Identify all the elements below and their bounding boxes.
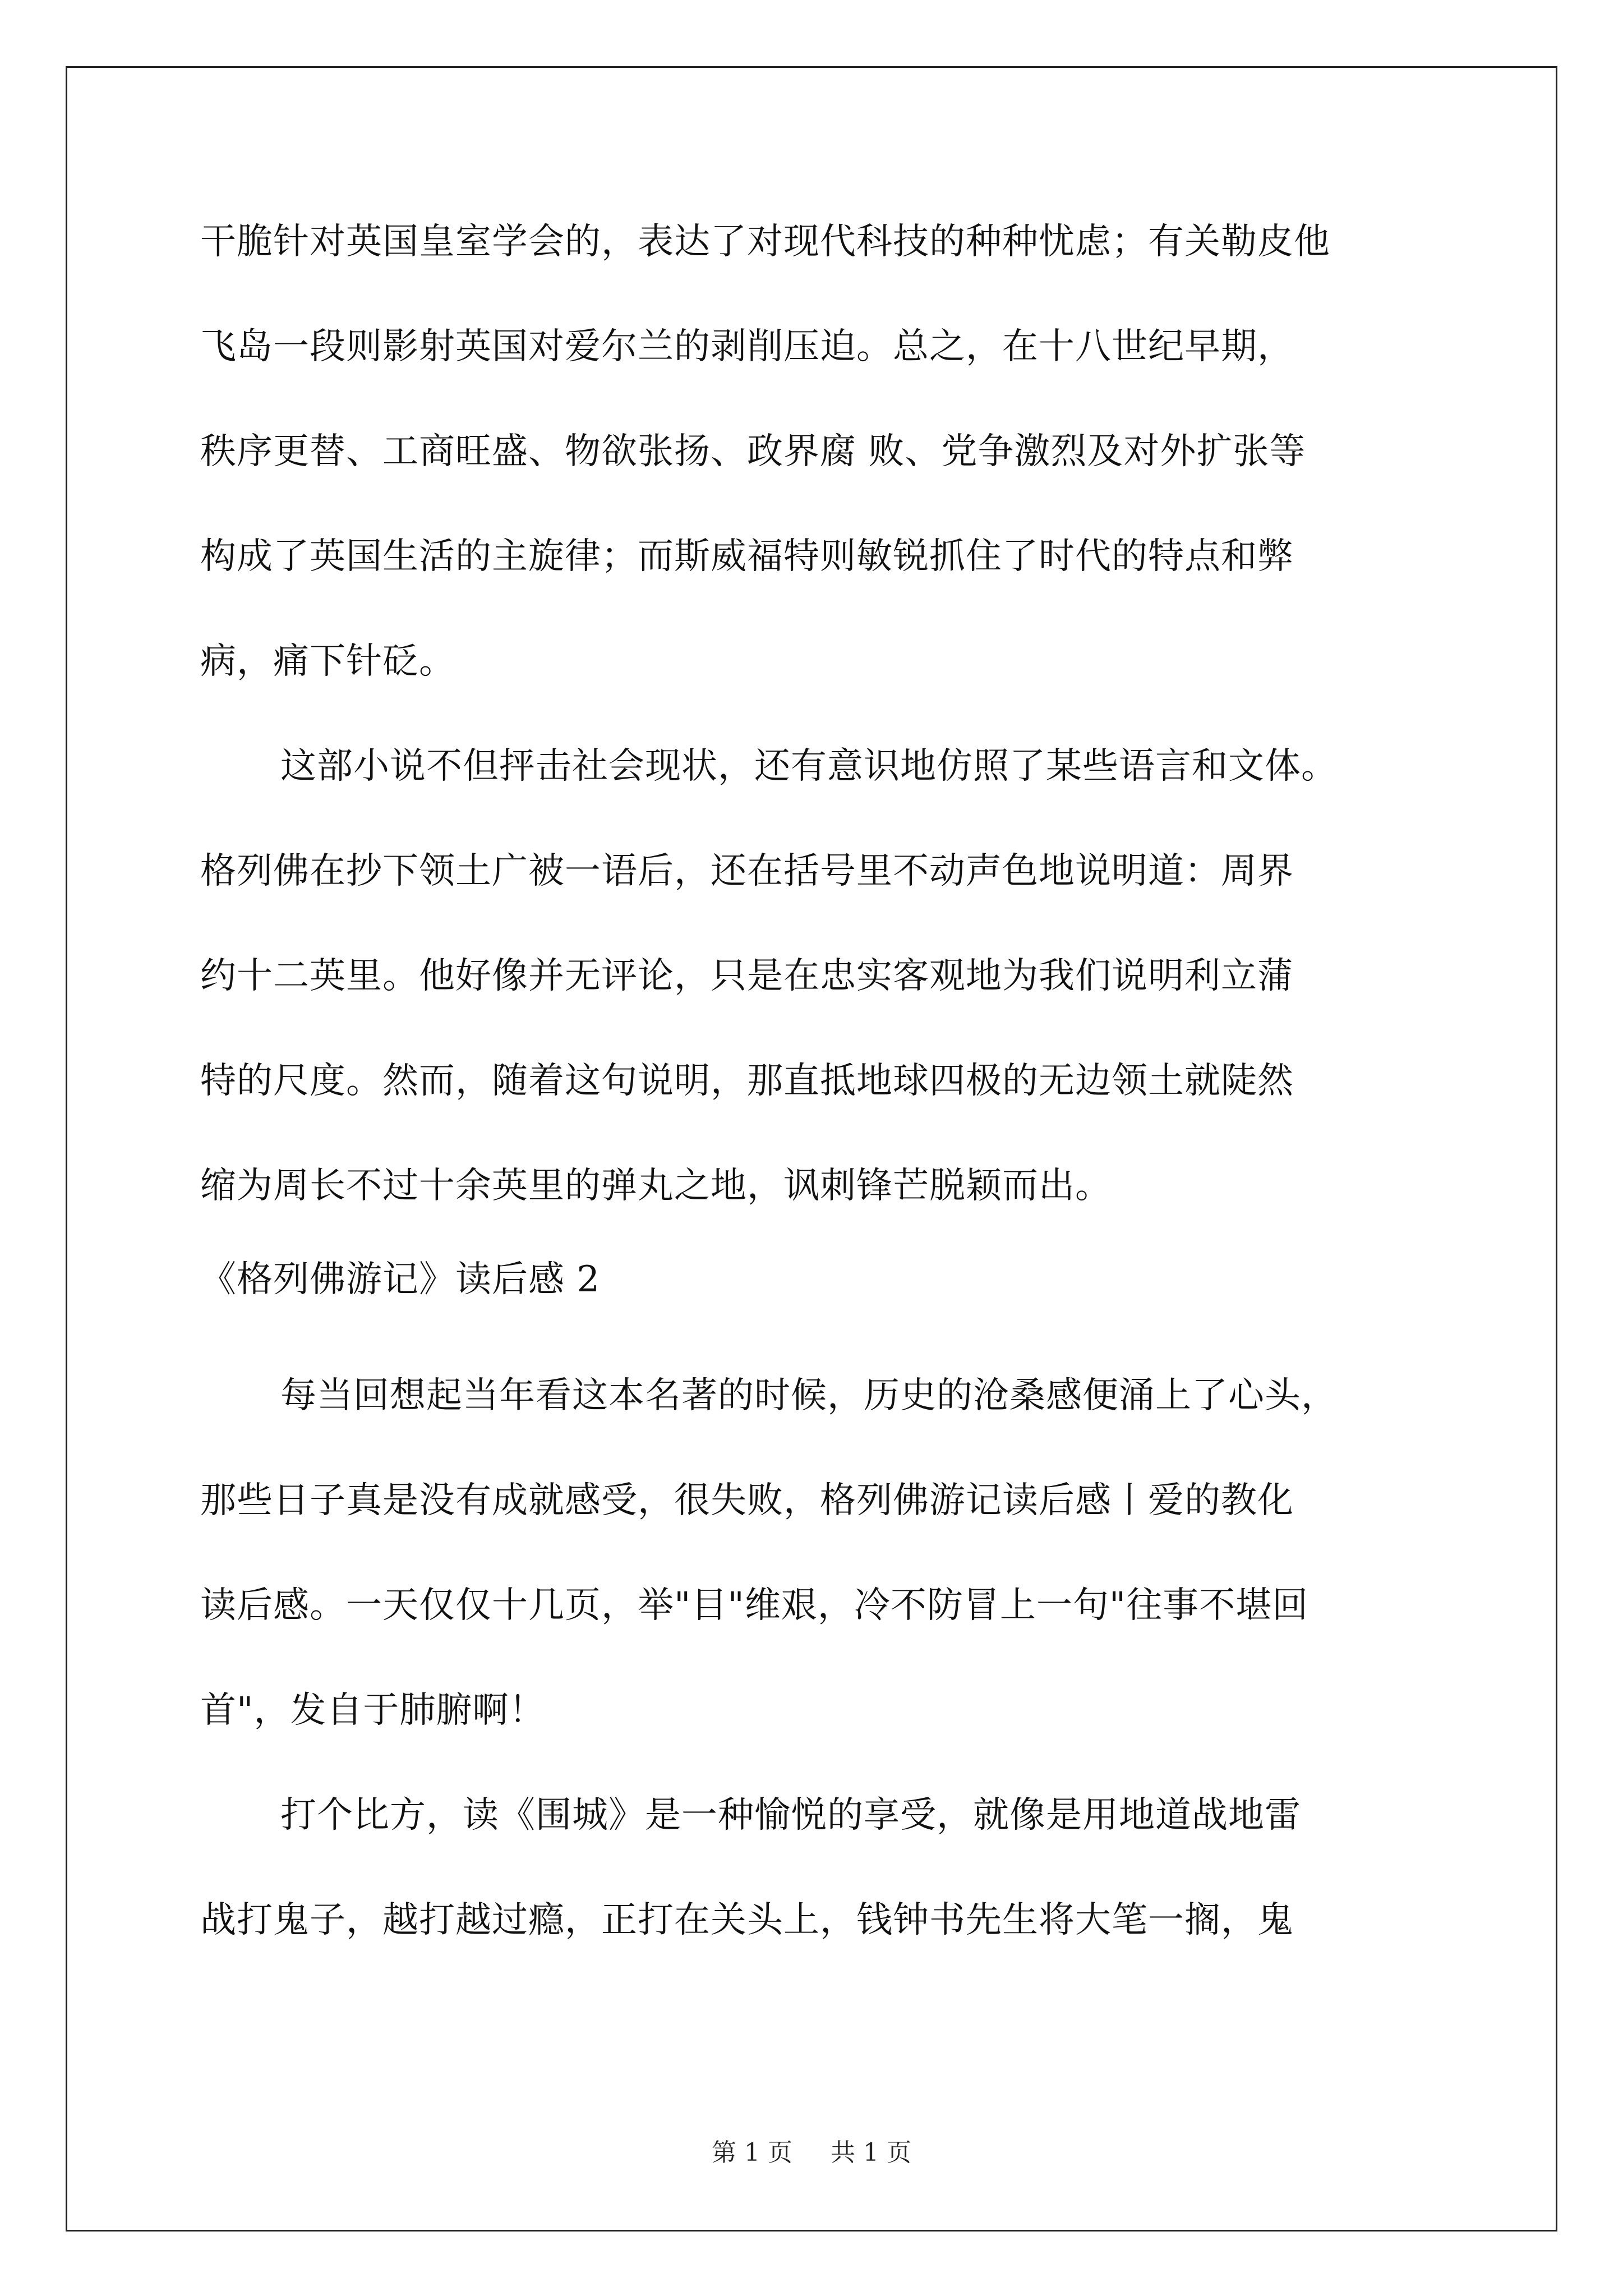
page-total: 共 1 页	[831, 2138, 911, 2167]
text-line-3: 秩序更替、工商旺盛、物欲张扬、政界腐 败、党争激烈及对外扩张等	[200, 431, 1306, 472]
page-number: 第 1 页	[712, 2138, 792, 2167]
text-line-4: 构成了英国生活的主旋律；而斯威福特则敏锐抓住了时代的特点和弊	[200, 536, 1294, 577]
text-line-12: 每当回想起当年看这本名著的时候，历史的沧桑感便涌上了心头，	[280, 1375, 1338, 1416]
text-line-17: 战打鬼子，越打越过瘾，正打在关头上，钱钟书先生将大笔一搁，鬼	[200, 1899, 1294, 1941]
text-line-10: 缩为周长不过十余英里的弹丸之地，讽刺锋芒脱颖而出。	[200, 1165, 1112, 1207]
section-heading: 《格列佛游记》读后感 2	[200, 1259, 601, 1300]
text-line-14: 读后感。一天仅仅十几页，举"目"维艰，冷不防冒上一句"往事不堪回	[200, 1585, 1309, 1626]
text-line-1: 干脆针对英国皇室学会的，表达了对现代科技的种种忧虑；有关勒皮他	[200, 221, 1330, 263]
text-line-13: 那些日子真是没有成就感受，很失败，格列佛游记读后感丨爱的教化	[200, 1480, 1294, 1521]
text-line-9: 特的尺度。然而，随着这句说明，那直抵地球四极的无边领土就陡然	[200, 1060, 1294, 1102]
text-line-7: 格列佛在抄下领土广被一语后，还在括号里不动声色地说明道：周界	[200, 850, 1294, 892]
text-line-8: 约十二英里。他好像并无评论，只是在忠实客观地为我们说明利立蒲	[200, 955, 1294, 997]
page-footer	[0, 2136, 1623, 2170]
text-line-15: 首"，发自于肺腑啊！	[200, 1690, 546, 1731]
text-line-16: 打个比方，读《围城》是一种愉悦的享受，就像是用地道战地雷	[280, 1795, 1301, 1836]
text-line-5: 病，痛下针砭。	[200, 641, 455, 682]
text-line-6: 这部小说不但抨击社会现状，还有意识地仿照了某些语言和文体。	[280, 746, 1338, 787]
text-line-2: 飞岛一段则影射英国对爱尔兰的剥削压迫。总之，在十八世纪早期，	[200, 326, 1294, 367]
